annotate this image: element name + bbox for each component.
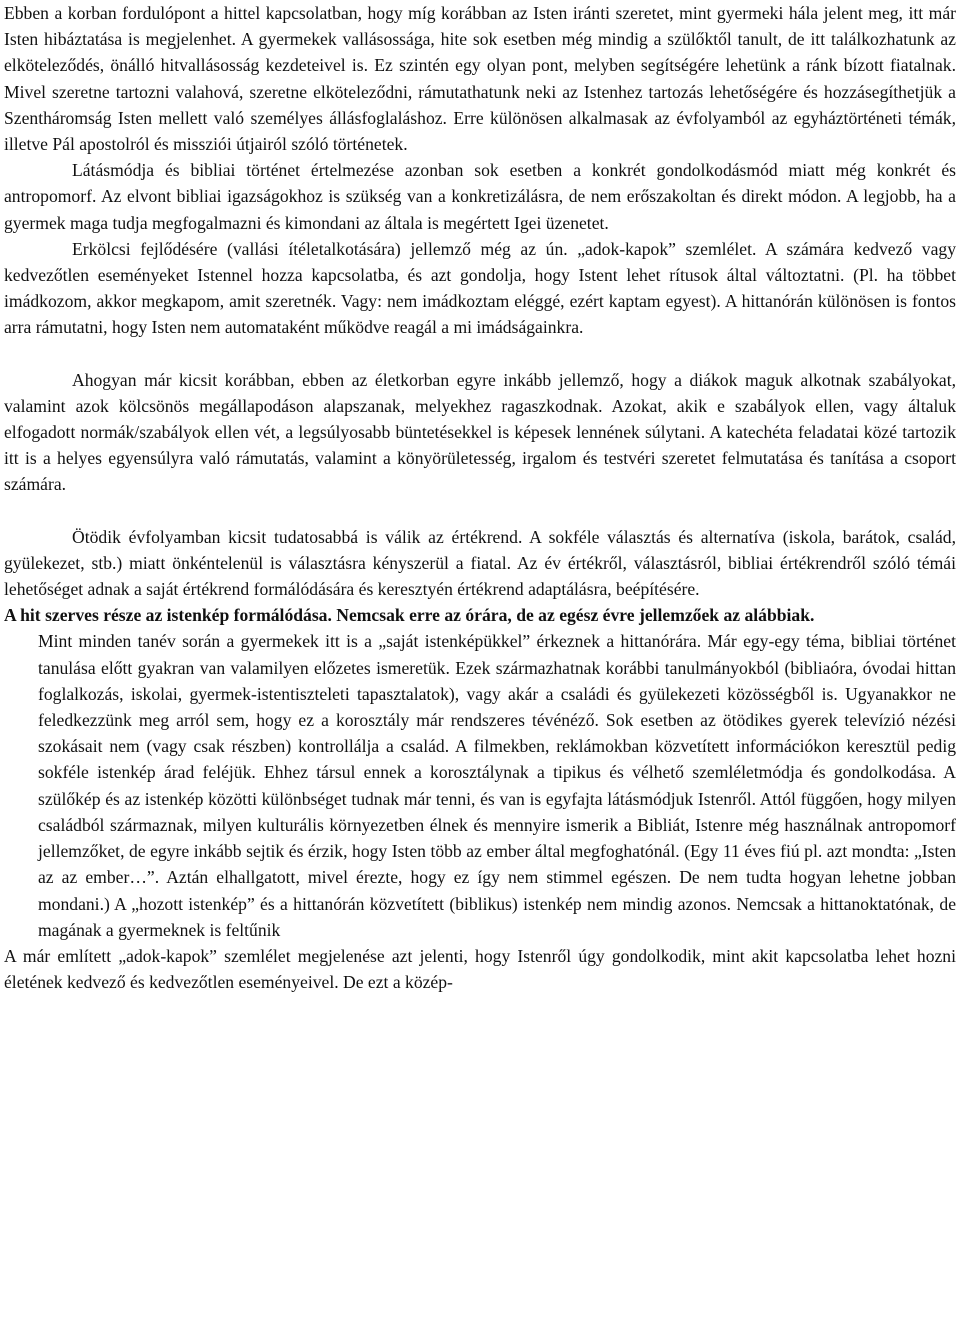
section-heading: A hit szerves része az istenkép formálódása. Nemcsak erre az órára, de az egész évre jellemzőek az alábbiak.	[4, 605, 815, 626]
paragraph-god-image: Mint minden tanév során a gyermekek itt is a „saját istenképükkel” érkeznek a hittanórára. Már egy-egy téma, bibliai történet tanulása előtt gyakran van valamilyen előzetes ismeretük. Ezek származhatnak korábbi tanulmányokból (bibliaóra, óvodai hittan foglalkozás, iskolai, gyermek-istentiszteleti tapasztalatok), vagy akár a családi és gyülekezeti közösségből is. Ugyanakkor ne feledkezzünk meg arról sem, hogy ez a korosztály már rendszeres tévénéző. Sok esetben az ötödikes gyerek televízió nézési szokásait nem (vagy csak részben) kontrollálja a család. A filmekben, reklámokban közvetített információkon keresztül pedig sokféle istenkép árad feléjük. Ehhez társul ennek a korosztálynak a tipikus és vélhető szemléletmódja és gondolkodása. A szülőkép és az istenkép közötti különbséget tudnak már tenni, és van is egyfajta látásmódjuk Istenről. Attól függően, hogy milyen családból származnak, milyen kulturális környezetben élnek és mennyire ismerik a Bibliát, Istenre még használnak antropomorf jellemzőket, de egyre inkább sejtik és érzik, hogy Isten több az ember által megfoghatónál. (Egy 11 éves fiú pl. azt mondta: „Isten az az ember…”. Aztán elhallgatott, mivel érezte, hogy ez így nem stimmel egészen. De nem tudta hogyan lehetne jobban mondani.) A „hozott istenkép” és a hittanórán közvetített (biblikus) istenkép nem mindig azonos. Nemcsak a hittanoktatónak, de magának a gyermeknek is feltűnik	[38, 631, 956, 940]
paragraph-moral-development: Erkölcsi fejlődésére (vallási ítéletalkotására) jellemző még az ún. „adok-kapok” szemlélet. A számára kedvező vagy kedvezőtlen eseményeket Istennel hozza kapcsolatba, és azt gondolja, hogy Istent lehet rítusok által változtatni. (Pl. ha többet imádkozom, akkor megkapom, amit szeretnék. Vagy: nem imádkoztam eléggé, ezért kaptam egyest). A hittanórán különösen is fontos arra rámutatni, hogy Isten nem automataként működve reagál a mi imádságainkra.	[4, 238, 956, 338]
document-page	[4, 0, 956, 995]
paragraph-give-take: A már említett „adok-kapok” szemlélet megjelenése azt jelenti, hogy Istenről úgy gondolkodik, mint akit kapcsolatba lehet hozni életének kedvező és kedvezőtlen eseményeivel. De ezt a közép-	[4, 945, 956, 993]
paragraph-early-faith: Ebben a korban fordulópont a hittel kapcsolatban, hogy míg korábban az Isten iránti szeretet, mint gyermeki hála jelent meg, itt már Isten hibáztatása is megjelenhet. A gyermekek vallásossága, hite sok esetben még mindig a szülőktől tanult, de itt találkozhatunk az elköteleződés, önálló hitvallásosság kezdeteivel is. Ez szintén egy olyan pont, melyben segítségére lehetünk a ránk bízott fiatalnak. Mivel szeretne tartozni valahová, szeretne elköteleződni, rámutathatunk neki az Istenhez tartozás lehetőségére és hozzásegíthetjük a Szentháromság Isten mellett való személyes állásfoglaláshoz. Erre különösen alkalmasak az évfolyamból az egyháztörténeti témák, illetve Pál apostolról és missziói útjairól szóló történetek.	[4, 3, 956, 155]
paragraph-concrete-thinking: Látásmódja és bibliai történet értelmezése azonban sok esetben a konkrét gondolkodásmód miatt még konkrét és antropomorf. Az elvont bibliai igazságokhoz is szükség van a konkretizálásra, de nem erőszakoltan és direkt módon. A legjobb, ha a gyermek maga tudja megfogalmazni és kimondani az általa is megértett Igei üzenetet.	[4, 160, 956, 233]
paragraph-values: Ötödik évfolyamban kicsit tudatosabbá is válik az értékrend. A sokféle választás és alternatíva (iskola, barátok, család, gyülekezet, stb.) miatt önkéntelenül is választásra kényszerül a fiatal. Az év értékről, választásról, bibliai értékrendről szóló témái lehetőséget adnak a saját értékrend formálódására és keresztyén értékrend adaptálásra, beépítésére.	[4, 526, 956, 600]
paragraph-rules: Ahogyan már kicsit korábban, ebben az életkorban egyre inkább jellemző, hogy a diákok maguk alkotnak szabályokat, valamint azok kölcsönös megállapodáson alapszanak, melyekhez ragaszkodnak. Azokat, akik e szabályok ellen, vagy általuk elfogadott normák/szabályok ellen vét, a legsúlyosabb büntetésekkel is képesek lennének súlytani. A katechéta feladatai közé tartozik itt is a helyes egyensúlyra való rámutatás, valamint a könyörületesség, irgalom és testvéri szeretet felmutatása és tanítása a csoport számára.	[4, 369, 956, 495]
